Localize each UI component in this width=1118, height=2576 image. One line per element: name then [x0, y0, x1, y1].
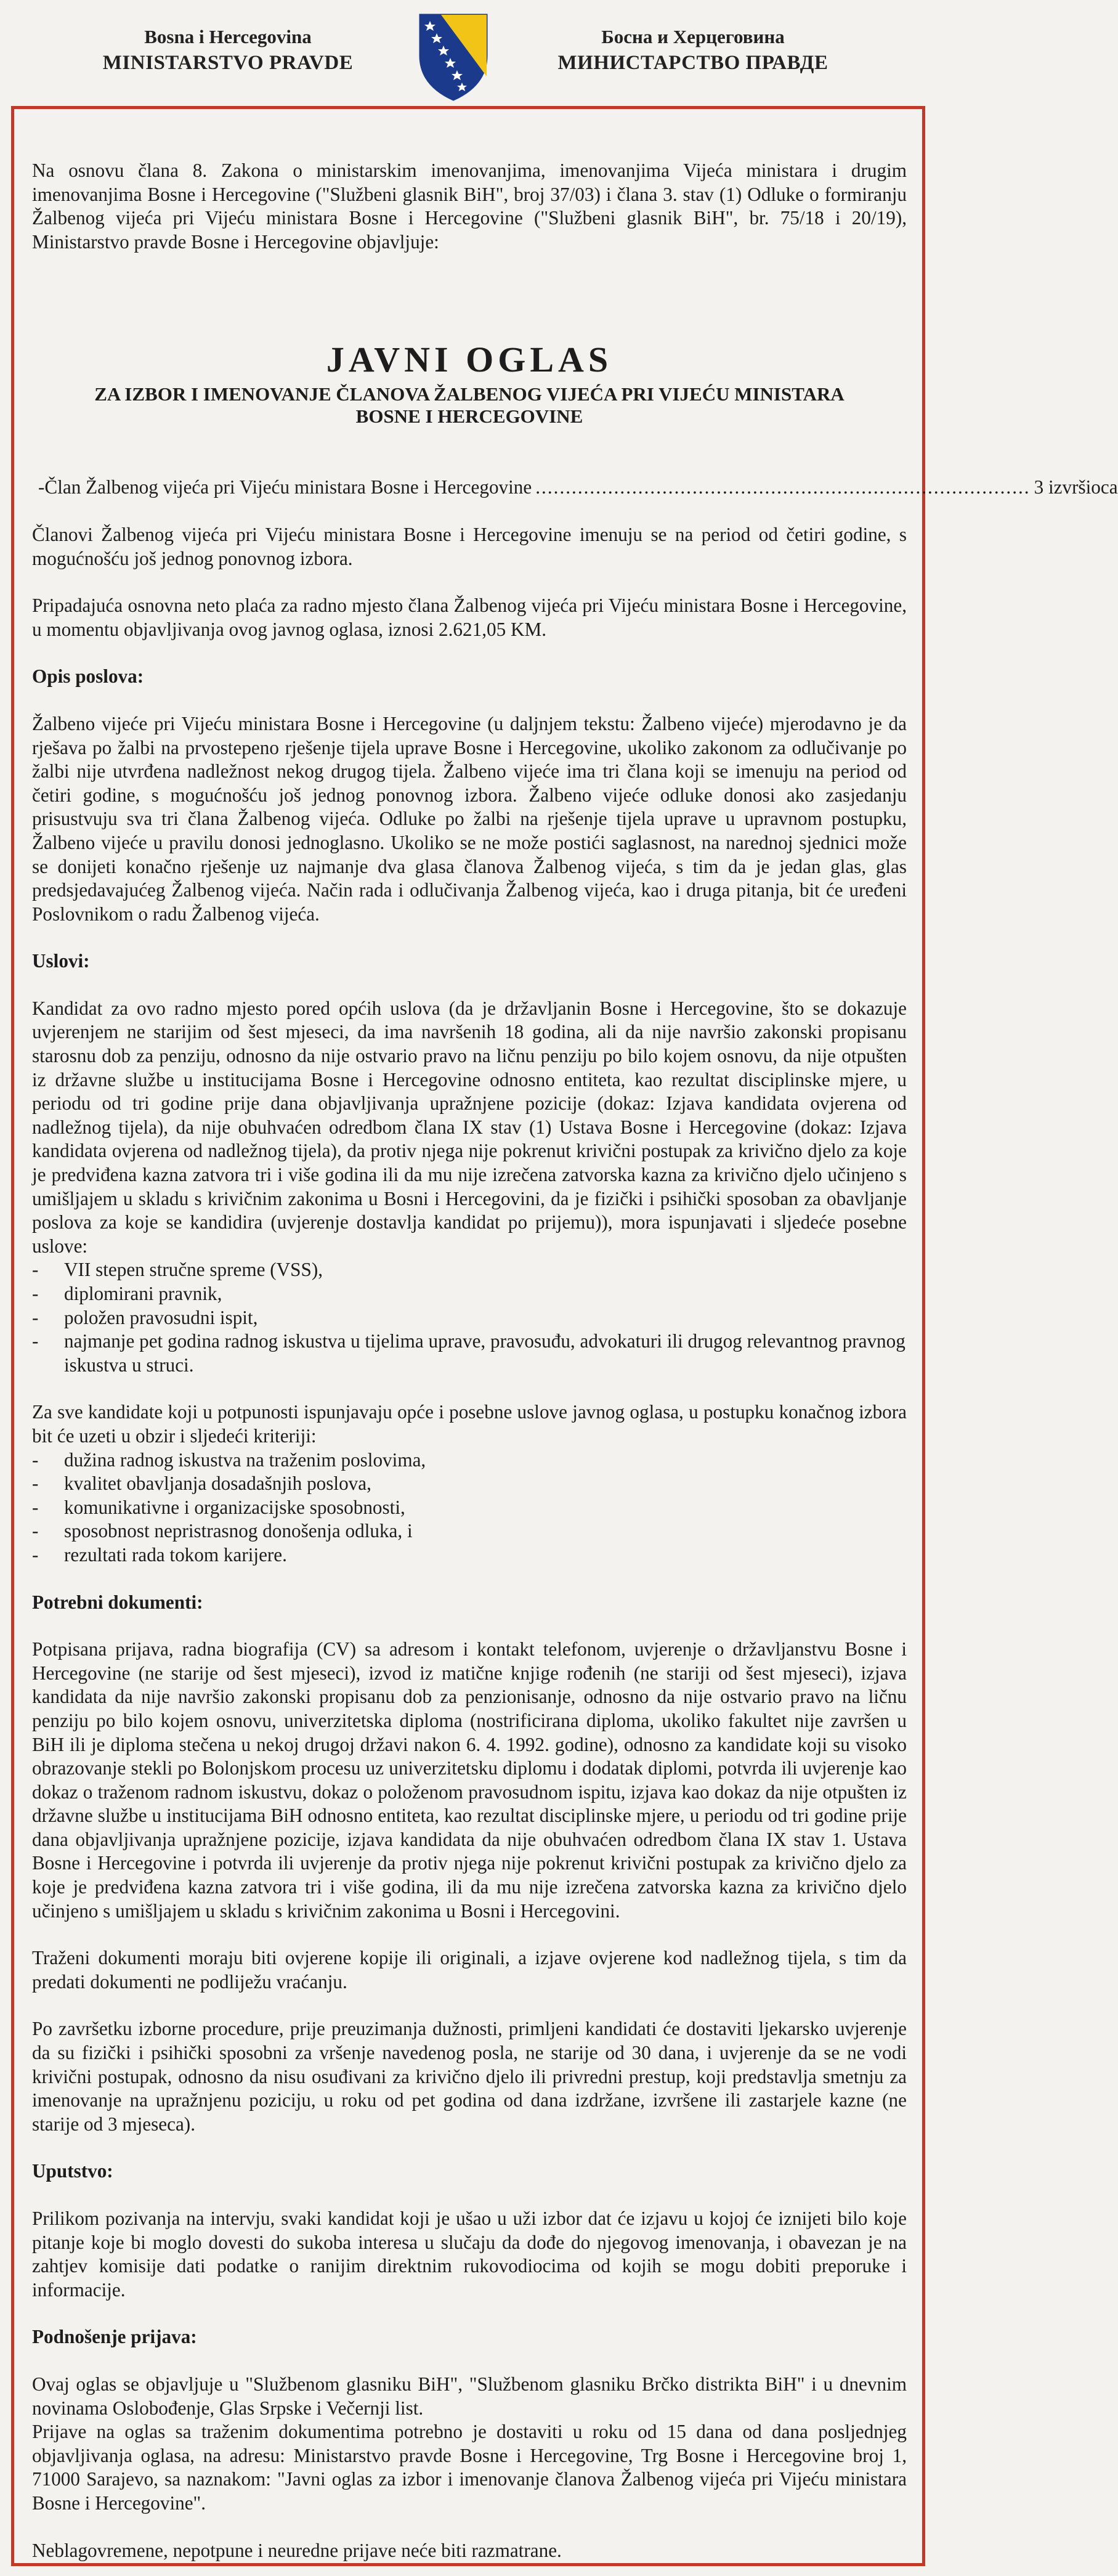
list-item: - diplomirani pravnik, — [32, 1282, 907, 1306]
ad-title: JAVNI OGLAS — [326, 339, 613, 380]
criteria-intro: Za sve kandidate koji u potpunosti ispunjavaju opće i posebne uslove javnog oglasa, u postupku konačnog izbora bit će uzeti u obzir i sljedeći kriteriji: — [32, 1401, 907, 1447]
header-left-country: Bosna i Hercegovina — [144, 26, 312, 47]
mandate-paragraph: Članovi Žalbenog vijeća pri Vijeću ministara Bosne i Hercegovine imenuju se na period od četiri godine, s mogućnošću još jednog ponovnog izbora. — [32, 523, 907, 569]
ad-subtitle-line1: ZA IZBOR I IMENOVANJE ČLANOVA ŽALBENOG VIJEĆA PRI VIJEĆU MINISTARA — [94, 383, 845, 405]
position-label: Član Žalbenog vijeća pri Vijeću ministara Bosne i Hercegovine — [44, 476, 532, 498]
submission-heading: Podnošenje prijava: — [32, 2326, 197, 2348]
header-right — [557, 25, 828, 76]
position-leader-dots: .................................................................................. — [535, 476, 1031, 498]
conditions-paragraph: Kandidat za ovo radno mjesto pored općih uslova (da je državljanin Bosne i Hercegovine, što se dokazuje uvjerenjem ne starijim od šest mjeseci, da ima navršenih 18 godina, ali da nije navršio zakonski propisanu starosnu dob za penziju, odnosno da nije ostvario pravo na ličnu penziju po bilo kojem osnovu, da nije otpušten iz državne službe u institucijama Bosne i Hercegovine odnosno entiteta, kao rezultat disciplinske mjere, u periodu od tri godine prije dana objavljivanja upražnjene pozicije (dokaz: Izjava kandidata ovjerena od nadležnog tijela), da nije obuhvaćen odredbom člana IX stav (1) Ustava Bosne i Hercegovine (dokaz: Izjava kandidata ovjerena od nadležnog tijela), da protiv njega nije pokrenut krivični postupak za krivično djelo za koje je predviđena kazna zatvora tri i više godina ili da mu nije izrečena zatvorska kazna za krivično djelo učinjeno s umišljajem u skladu s krivičnim zakonima u Bosni i Hercegovini, da je fizički i psihički sposoban za obavljanje poslova za koje se kandidira (uvjerenje dostavlja kandidat po prijemu)), mora ispunjavati i sljedeće posebne uslove: — [32, 997, 907, 1257]
header-left-ministry: MINISTARSTVO PRAVDE — [102, 52, 354, 74]
duties-paragraph: Žalbeno vijeće pri Vijeću ministara Bosne i Hercegovine (u daljnjem tekstu: Žalbeno vijeće) mjerodavno je da rješava po žalbi na prvostepeno rješenje tijela uprave Bosne i Hercegovine, ukoliko zakonom za odlučivanje po žalbi nije utvrđena nadležnost nekog drugog tijela. Žalbeno vijeće ima tri člana koji se imenuju na period od četiri godine, s mogućnošću još jednog ponovnog izbora. Žalbeno vijeće odluke donosi ako zasjedanju prisustvuju sva tri člana Žalbenog vijeća. Odluke po žalbi na rješenje tijela uprave u upravnom postupku, Žalbeno vijeće u pravilu donosi jednoglasno. Ukoliko se ne može postići saglasnost, na narednoj sjednici može se donijeti konačno rješenje uz najmanje dva glasa članova Žalbenog vijeća, s tim da je jedan glas, glas predsjedavajućeg Žalbenog vijeća. Način rada i odlučivanja Žalbenog vijeća, kao i druga pitanja, bit će uređeni Poslovnikom o radu Žalbenog vijeća. — [32, 712, 907, 925]
closing-note: Neblagovremene, nepotpune i neuredne prijave neće biti razmatrane. — [32, 2539, 562, 2561]
list-item: - položen pravosudni ispit, — [32, 1306, 907, 1330]
list-item: - VII stepen stručne spreme (VSS), — [32, 1258, 907, 1282]
list-item: - najmanje pet godina radnog iskustva u tijelima uprave, pravosuđu, advokaturi ili drugog relevantnog pravnog iskustva u struci. — [32, 1330, 907, 1377]
header-left — [92, 25, 363, 76]
salary-paragraph: Pripadajuća osnovna neto plaća za radno mjesto člana Žalbenog vijeća pri Vijeću ministara Bosne i Hercegovine, u momentu objavljivanja ovog javnog oglasa, iznosi 2.621,05 KM. — [32, 595, 907, 640]
after-selection-paragraph: Po završetku izborne procedure, prije preuzimanja dužnosti, primljeni kandidati će dostaviti ljekarsko uvjerenje da su fizički i psihički sposobni za vršenje navedenog posla, ne starije od 30 dana, i uvjerenje da se ne vodi krivični postupak, odnosno da nisu osuđivani za krivično djelo ili privredni prestup, koji predstavlja smetnju za imenovanje na upražnjenu poziciju, u roku od pet godina od dana izdržane, izvršene ili zastarjele kazne (ne starije od 3 mjeseca). — [32, 2018, 907, 2135]
list-item: - kvalitet obavljanja dosadašnjih poslova, — [32, 1472, 907, 1496]
special-conditions-list — [32, 1258, 907, 1377]
documents-heading: Potrebni dokumenti: — [32, 1591, 203, 1613]
document-body — [32, 159, 1118, 2562]
list-item: - dužina radnog iskustva na traženim poslovima, — [32, 1448, 907, 1473]
list-item: - rezultati rada tokom karijere. — [32, 1543, 907, 1567]
position-dash: - — [38, 476, 45, 498]
list-item: - komunikativne i organizacijske sposobnosti, — [32, 1496, 907, 1520]
criteria-list — [32, 1448, 907, 1567]
header-right-ministry: МИНИСТАРСТВО ПРАВДЕ — [557, 52, 828, 74]
header-right-country: Босна и Херцеговина — [601, 26, 785, 47]
instructions-paragraph: Prilikom pozivanja na intervju, svaki kandidat koji je ušao u uži izbor dat će izjavu u kojoj će iznijeti bilo koje pitanje koje bi moglo dovesti do sukoba interesa u slučaju da dođe do njegovog imenovanja, i obavezan je na zahtjev komisije dati podatke o ranijim direktnim rukovodiocima od kojih se mogu dobiti preporuke i informacije. — [32, 2208, 907, 2301]
position-count: 3 izvršioca — [1034, 476, 1118, 498]
duties-heading: Opis poslova: — [32, 665, 144, 688]
ad-subtitle-line2: BOSNE I HERCEGOVINE — [355, 405, 583, 428]
conditions-heading: Uslovi: — [32, 950, 90, 972]
position-row — [32, 476, 1118, 500]
certified-paragraph: Traženi dokumenti moraju biti ovjerene kopije ili originali, a izjave ovjerene kod nadležnog tijela, s tim da predati dokumenti ne podliježu vraćanju. — [32, 1947, 907, 1993]
list-item: - sposobnost nepristrasnog donošenja odluka, i — [32, 1519, 907, 1543]
instructions-heading: Uputstvo: — [32, 2160, 113, 2182]
documents-paragraph: Potpisana prijava, radna biografija (CV) sa adresom i kontakt telefonom, uvjerenje o državljanstvu Bosne i Hercegovine (ne starije od šest mjeseci), izvod iz matične knjige rođenih (ne stariji od šest mjeseci), izjava kandidata da nije navršio zakonski propisanu dob za penzionisanje, odnosno da nije ostvario pravo na ličnu penziju po bilo kojem osnovu, univerzitetska diploma (nostrificirana diploma, ukoliko fakultet nije završen u BiH ili je diploma stečena u nekoj drugoj državi nakon 6. 4. 1992. godine), odnosno za kandidate koji su visoko obrazovanje stekli po Bolonjskom procesu uz univerzitetsku diplomu i dodatak diplomi, potvrda ili uvjerenje kao dokaz o traženom radnom iskustvu, dokaz o položenom pravosudnom ispitu, izjava kao dokaz da nije otpušten iz državne službe u institucijama BiH odnosno entiteta, kao rezultat disciplinske mjere, u periodu od tri godine prije dana objavljivanja upražnjene pozicije, izjava kandidata da nije obuhvaćen odredbom člana IX stav 1. Ustava Bosne i Hercegovine i potvrda ili uvjerenje da protiv njega nije pokrenut krivični postupak za krivično djelo za koje je predviđena kazna zatvora tri i više godina, ili da mu nije izrečena zatvorska kazna za krivično djelo učinjeno s umišljajem u skladu s krivičnim zakonima u Bosni i Hercegovini. — [32, 1638, 907, 1922]
publication-paragraph: Ovaj oglas se objavljuje u "Službenom glasniku BiH", "Službenom glasniku Brčko distrikta BiH" i u dnevnim novinama Oslobođenje, Glas Srpske i Večernji list. — [32, 2373, 907, 2419]
submission-paragraph: Prijave na oglas sa traženim dokumentima potrebno je dostaviti u roku od 15 dana od dana posljednjeg objavljivanja oglasa, na adresu: Ministarstvo pravde Bosne i Hercegovine, Trg Bosne i Hercegovine broj 1, 71000 Sarajevo, sa naznakom: "Javni oglas za izbor i imenovanje članova Žalbenog vijeća pri Vijeću ministara Bosne i Hercegovine". — [32, 2421, 907, 2514]
bih-coat-of-arms-icon — [416, 12, 490, 102]
intro-paragraph: Na osnovu člana 8. Zakona o ministarskim imenovanjima, imenovanjima Vijeća ministara i drugim imenovanjima Bosne i Hercegovine ("Službeni glasnik BiH", broj 37/03) i člana 3. stav (1) Odluke o formiranju Žalbenog vijeća pri Vijeću ministara Bosne i Hercegovine ("Službeni glasnik BiH", br. 75/18 i 20/19), Ministarstvo pravde Bosne i Hercegovine objavljuje: — [32, 160, 907, 253]
